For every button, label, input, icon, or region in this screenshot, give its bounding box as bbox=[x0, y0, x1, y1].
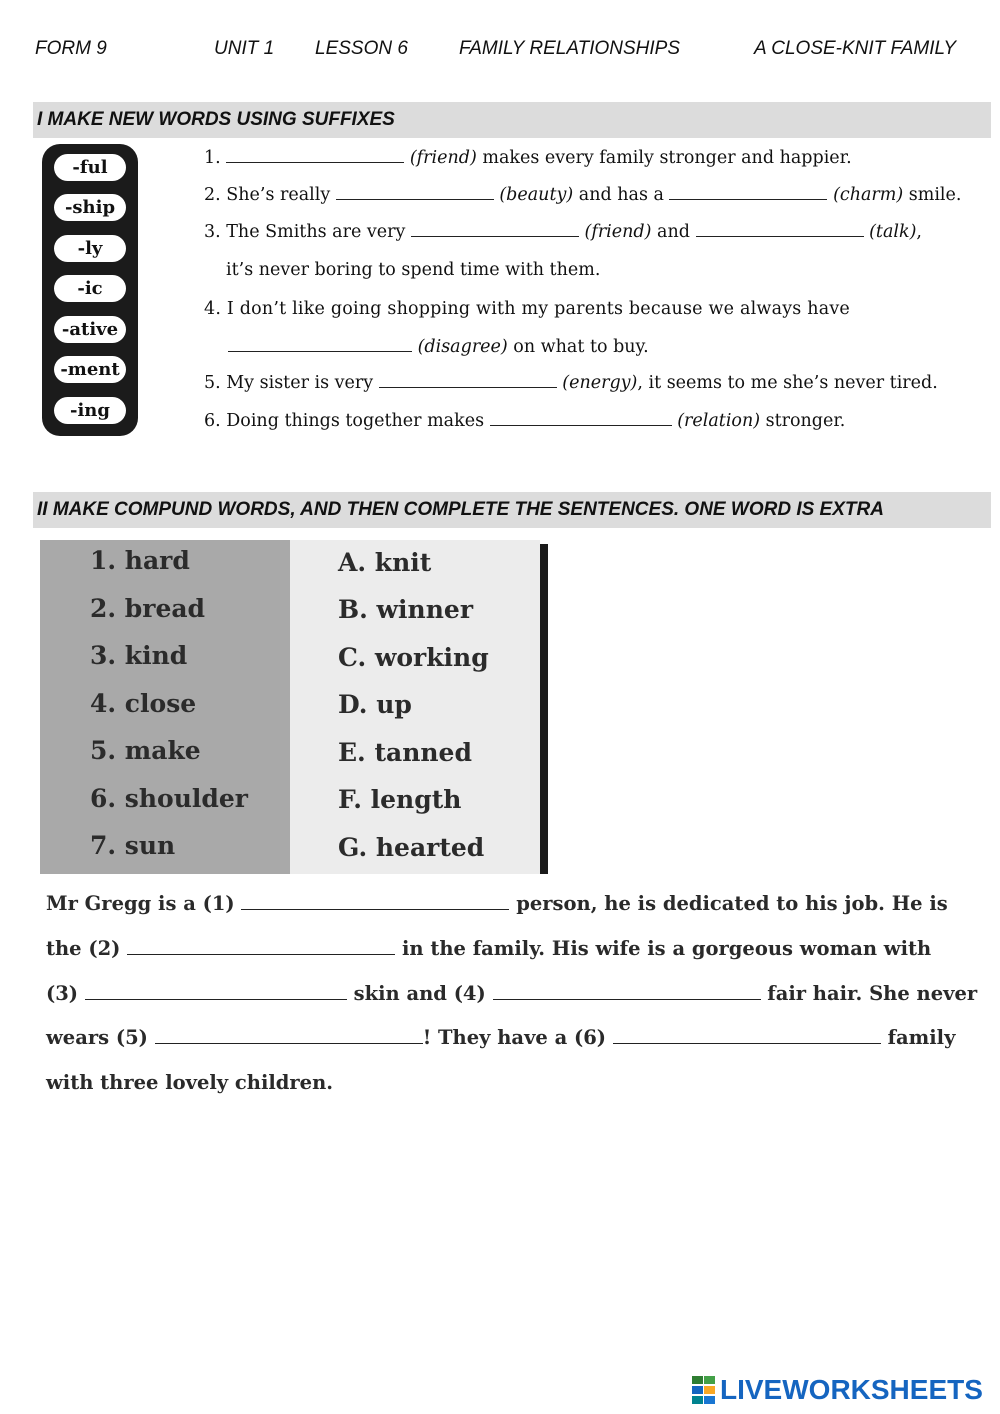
section1-title: I MAKE NEW WORDS USING SUFFIXES bbox=[33, 102, 991, 138]
sentence-text: and has a bbox=[573, 185, 670, 205]
second-part-item: D. up bbox=[338, 690, 412, 719]
exercise1-sentence-4: 4. I don’t like going shopping with my parents because we always have bbox=[204, 299, 850, 319]
answer-blank-2[interactable] bbox=[127, 940, 395, 955]
suffix-item: -ing bbox=[54, 397, 126, 424]
answer-blank-6[interactable] bbox=[613, 1029, 881, 1044]
sentence-text: , it seems to me she’s never tired. bbox=[637, 373, 938, 393]
word-hint: (friend) bbox=[584, 222, 652, 242]
exercise1-sentence-3-cont: it’s never boring to spend time with them. bbox=[226, 260, 601, 280]
page-title: A CLOSE-KNIT FAMILY bbox=[754, 38, 957, 59]
first-part-item: 7. sun bbox=[90, 831, 176, 860]
compound-words-table bbox=[40, 540, 548, 874]
sentence-text: and bbox=[651, 222, 696, 242]
suffix-item: -ment bbox=[54, 356, 126, 383]
word-hint: (charm) bbox=[833, 185, 904, 205]
first-part-item: 2. bread bbox=[90, 594, 206, 623]
first-part-item: 3. kind bbox=[90, 641, 188, 670]
answer-blank-4[interactable] bbox=[493, 985, 761, 1000]
answer-blank[interactable] bbox=[696, 222, 864, 237]
exercise1-sentence-6 bbox=[204, 411, 845, 431]
paragraph-line-1 bbox=[46, 892, 948, 915]
sentence-text: stronger. bbox=[760, 411, 846, 431]
sentence-text: smile. bbox=[903, 185, 962, 205]
sentence-text: 3. The Smiths are very bbox=[204, 222, 411, 242]
paragraph-line-3 bbox=[46, 982, 977, 1005]
answer-blank[interactable] bbox=[490, 411, 672, 426]
first-part-item: 6. shoulder bbox=[90, 784, 248, 813]
topic-label: FAMILY RELATIONSHIPS bbox=[459, 38, 681, 59]
second-part-item: A. knit bbox=[338, 548, 432, 577]
sentence-text: makes every family stronger and happier. bbox=[476, 148, 852, 168]
liveworksheets-logo-icon bbox=[692, 1376, 716, 1404]
answer-blank[interactable] bbox=[336, 185, 494, 200]
paragraph-line-5: with three lovely children. bbox=[46, 1071, 334, 1094]
paragraph-line-4 bbox=[46, 1026, 955, 1049]
suffix-item: -ic bbox=[54, 275, 126, 302]
word-hint: (friend) bbox=[409, 148, 477, 168]
exercise1-sentence-2 bbox=[204, 185, 961, 205]
liveworksheets-brand-text: LIVEWORKSHEETS bbox=[720, 1374, 983, 1405]
sentence-text: person, he is dedicated to his job. He is bbox=[509, 892, 948, 915]
second-part-item: E. tanned bbox=[338, 738, 472, 767]
sentence-text: 6. Doing things together makes bbox=[204, 411, 490, 431]
sentence-text: 5. My sister is very bbox=[204, 373, 379, 393]
table-border bbox=[540, 544, 548, 874]
answer-blank[interactable] bbox=[226, 148, 404, 163]
first-part-item: 1. hard bbox=[90, 546, 190, 575]
sentence-text: wears (5) bbox=[46, 1026, 155, 1049]
first-part-item: 5. make bbox=[90, 736, 201, 765]
second-parts-column bbox=[290, 540, 540, 874]
second-part-item: G. hearted bbox=[338, 833, 485, 862]
sentence-number: 1. bbox=[204, 148, 221, 168]
suffix-item: -ful bbox=[54, 154, 126, 181]
second-part-item: F. length bbox=[338, 785, 462, 814]
answer-blank[interactable] bbox=[379, 373, 557, 388]
exercise1-sentence-5 bbox=[204, 373, 938, 393]
unit-label: UNIT 1 bbox=[214, 38, 275, 59]
sentence-text: on what to buy. bbox=[507, 337, 649, 357]
second-part-item: B. winner bbox=[338, 595, 473, 624]
first-part-item: 4. close bbox=[90, 689, 197, 718]
second-part-item: C. working bbox=[338, 643, 489, 672]
sentence-text: family bbox=[880, 1026, 956, 1049]
suffix-item: -ative bbox=[54, 316, 126, 343]
answer-blank[interactable] bbox=[228, 337, 412, 352]
exercise1-sentence-3 bbox=[204, 222, 922, 242]
answer-blank[interactable] bbox=[669, 185, 827, 200]
sentence-text: 2. She’s really bbox=[204, 185, 336, 205]
sentence-text: , bbox=[916, 222, 922, 242]
word-hint: (energy) bbox=[562, 373, 638, 393]
section2-title: II MAKE COMPUND WORDS, AND THEN COMPLETE THE SENTENCES. ONE WORD IS EXTRA bbox=[33, 492, 991, 528]
lesson-label: LESSON 6 bbox=[315, 38, 408, 59]
sentence-text: Mr Gregg is a (1) bbox=[46, 892, 242, 915]
form-label: FORM 9 bbox=[35, 38, 107, 59]
suffix-item: -ly bbox=[54, 235, 126, 262]
sentence-text: in the family. His wife is a gorgeous woman with bbox=[395, 937, 932, 960]
answer-blank[interactable] bbox=[411, 222, 579, 237]
word-hint: (talk) bbox=[869, 222, 917, 242]
word-hint: (relation) bbox=[677, 411, 761, 431]
exercise1-sentence-4-cont bbox=[228, 337, 649, 357]
sentence-text: fair hair. She never bbox=[760, 982, 978, 1005]
sentence-text: ! They have a (6) bbox=[422, 1026, 613, 1049]
word-hint: (beauty) bbox=[499, 185, 574, 205]
suffix-panel bbox=[42, 144, 138, 436]
word-hint: (disagree) bbox=[417, 337, 508, 357]
paragraph-line-2 bbox=[46, 937, 931, 960]
exercise1-sentence-1 bbox=[204, 148, 852, 168]
sentence-text: skin and (4) bbox=[346, 982, 493, 1005]
answer-blank-3[interactable] bbox=[85, 985, 347, 1000]
answer-blank-5[interactable] bbox=[155, 1029, 423, 1044]
sentence-text: (3) bbox=[46, 982, 85, 1005]
suffix-item: -ship bbox=[54, 194, 126, 221]
answer-blank-1[interactable] bbox=[241, 895, 509, 910]
sentence-text: the (2) bbox=[46, 937, 128, 960]
